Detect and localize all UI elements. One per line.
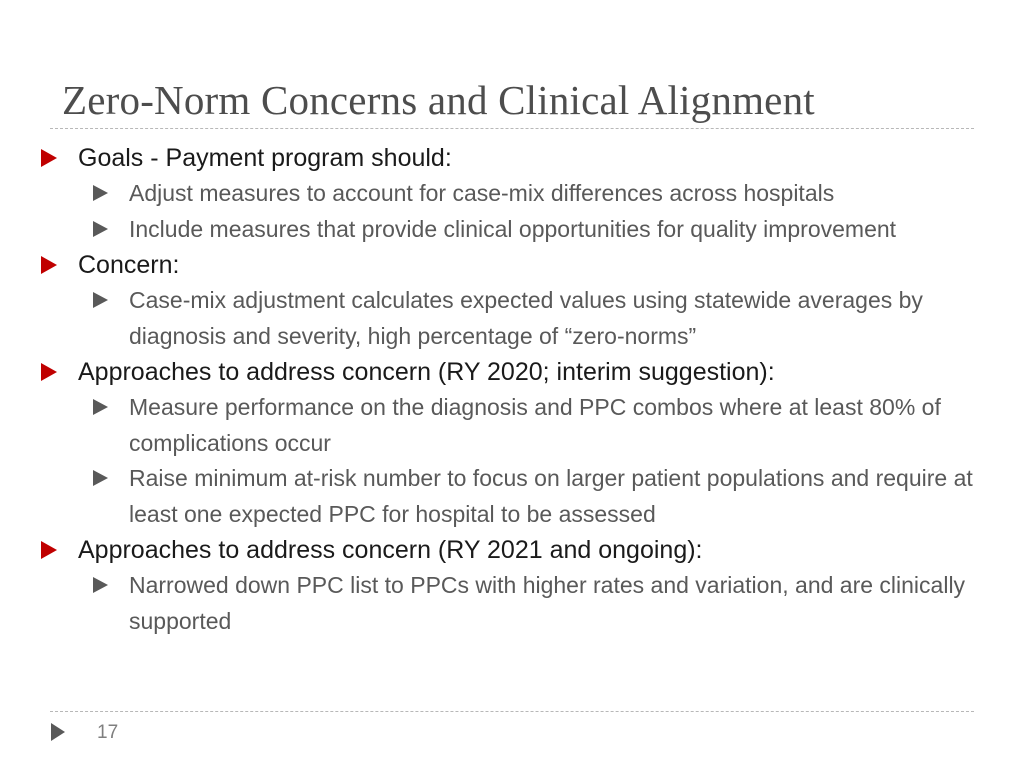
sub-bullet <box>0 283 1024 354</box>
gray-triangle-bullet-icon <box>93 292 108 308</box>
slide-title: Zero-Norm Concerns and Clinical Alignment <box>62 77 815 123</box>
bullet-goals-text: Goals - Payment program should: <box>78 144 452 172</box>
bullet-concern-text: Concern: <box>78 251 180 279</box>
sub-bullet-text: Measure performance on the diagnosis and PPC combos where at least 80% of complications occur <box>129 394 941 456</box>
gray-triangle-bullet-icon <box>93 399 108 415</box>
sub-bullet-text: Narrowed down PPC list to PPCs with higher rates and variation, and are clinically supported <box>129 572 966 634</box>
bullet-approach-2020 <box>0 354 1024 390</box>
bullet-approach-2021 <box>0 532 1024 568</box>
sub-bullet <box>0 461 1024 532</box>
red-triangle-bullet-icon <box>41 363 57 381</box>
bullet-goals <box>0 140 1024 176</box>
bullet-list <box>0 140 1024 639</box>
bullet-approach-2021-text: Approaches to address concern (RY 2021 and ongoing): <box>78 536 703 564</box>
sub-bullet <box>0 176 1024 212</box>
sub-bullet-text: Adjust measures to account for case-mix differences across hospitals <box>129 180 835 206</box>
sub-bullet <box>0 568 1024 639</box>
red-triangle-bullet-icon <box>41 541 57 559</box>
bullet-concern <box>0 247 1024 283</box>
bullet-approach-2020-text: Approaches to address concern (RY 2020; interim suggestion): <box>78 358 775 386</box>
footer-divider <box>50 711 974 712</box>
gray-triangle-bullet-icon <box>93 470 108 486</box>
gray-triangle-bullet-icon <box>93 577 108 593</box>
sub-bullet-text: Case-mix adjustment calculates expected values using statewide averages by diagnosis and severity, high percentage of “zero-norms” <box>129 287 923 349</box>
sub-bullet-text: Include measures that provide clinical opportunities for quality improvement <box>129 215 897 242</box>
sub-bullet <box>0 212 1024 248</box>
gray-triangle-bullet-icon <box>93 185 108 201</box>
gray-triangle-bullet-icon <box>93 221 108 237</box>
red-triangle-bullet-icon <box>41 256 57 274</box>
footer-triangle-icon <box>51 723 65 741</box>
title-divider <box>50 128 974 129</box>
sub-bullet <box>0 390 1024 461</box>
sub-bullet-text: Raise minimum at-risk number to focus on larger patient populations and require at least one expected PPC for hospital to be assessed <box>129 465 973 527</box>
page-number: 17 <box>97 722 119 743</box>
red-triangle-bullet-icon <box>41 149 57 167</box>
